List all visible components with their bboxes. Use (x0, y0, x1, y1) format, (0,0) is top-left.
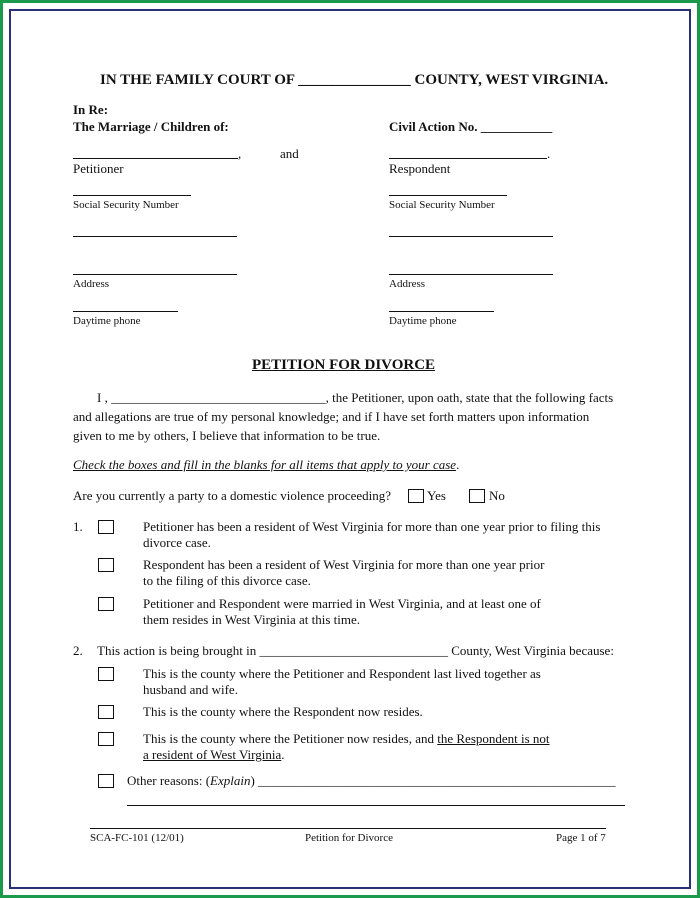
comma-mark: , (238, 146, 242, 161)
section-1-item-1-line-2: divorce case. (143, 535, 211, 550)
married-in-wv-checkbox[interactable] (98, 597, 114, 611)
section-1-item-1-line-1: Petitioner has been a resident of West Virginia for more than one year prior to filing this (143, 519, 601, 534)
petitioner-ssn-line[interactable] (73, 195, 191, 196)
section-2-item-3-line-1 (143, 731, 550, 747)
petitioner-address-line-2[interactable] (73, 274, 237, 275)
section-1-item-3-line-2: them resides in West Virginia at this time. (143, 612, 360, 627)
petitioner-label: Petitioner (73, 161, 124, 176)
other-reasons-label: Other reasons: ( (127, 773, 211, 788)
respondent-phone-line[interactable] (389, 311, 494, 312)
other-reasons-explain: Explain (210, 773, 251, 788)
section-1-item-2-line-2: to the filing of this divorce case. (143, 573, 311, 588)
petitioner-ssn-label: Social Security Number (73, 199, 179, 211)
section-2-item-3-text-a: This is the county where the Petitioner now resides, and (143, 731, 438, 746)
respondent-phone-label: Daytime phone (389, 315, 457, 327)
respondent-label: Respondent (389, 161, 451, 176)
dv-question: Are you currently a party to a domestic violence proceeding? (73, 488, 392, 503)
respondent-address-line-1[interactable] (389, 236, 553, 237)
county-respondent-resides-checkbox[interactable] (98, 705, 114, 719)
section-2-item-3-text-b: the Respondent is not (437, 731, 550, 746)
section-1-item-2-line-1: Respondent has been a resident of West Virginia for more than one year prior (143, 557, 545, 572)
document-title: PETITION FOR DIVORCE (252, 357, 436, 373)
respondent-ssn-line[interactable] (389, 195, 507, 196)
and-word: and (280, 146, 299, 161)
section-2-number: 2. (73, 643, 83, 658)
intro-line-1: I , _________________________________, the Petitioner, upon oath, state that the following facts (97, 390, 614, 405)
petitioner-name-line[interactable] (73, 158, 238, 159)
section-2-item-3-text-d: . (281, 747, 285, 762)
footer-form-id: SCA-FC-101 (12/01) (90, 832, 184, 844)
petitioner-phone-label: Daytime phone (73, 315, 141, 327)
section-2-item-1-line-1: This is the county where the Petitioner and Respondent last lived together as (143, 666, 541, 681)
residency-respondent-checkbox[interactable] (98, 558, 114, 572)
court-title: IN THE FAMILY COURT OF _______________ COUNTY, WEST VIRGINIA. (100, 72, 609, 88)
respondent-ssn-label: Social Security Number (389, 199, 495, 211)
petitioner-address-line-1[interactable] (73, 236, 237, 237)
section-2-item-3-line-2 (143, 747, 285, 763)
county-petitioner-resides-checkbox[interactable] (98, 732, 114, 746)
other-reasons-line[interactable] (127, 773, 616, 789)
residency-petitioner-checkbox[interactable] (98, 520, 114, 534)
section-1-item-3-line-1: Petitioner and Respondent were married in West Virginia, and at least one of (143, 596, 541, 611)
petitioner-address-label: Address (73, 278, 110, 290)
civil-action-label[interactable]: Civil Action No. ___________ (389, 119, 553, 134)
in-re-label: In Re: (73, 102, 109, 117)
other-reasons-continuation-line[interactable] (127, 805, 625, 806)
respondent-address-label: Address (389, 278, 426, 290)
dv-yes-label: Yes (427, 488, 446, 503)
intro-line-3: given to me by others, I believe that information to be true. (73, 428, 381, 443)
section-2-item-1-line-2: husband and wife. (143, 682, 238, 697)
instruction-line (73, 457, 459, 473)
footer-doc-name: Petition for Divorce (305, 832, 393, 844)
section-2-item-2-line-1: This is the county where the Respondent now resides. (143, 704, 423, 719)
section-2-intro: This action is being brought in _____________________________ County, West Virginia because: (97, 643, 614, 658)
section-2-item-3-text-c: a resident of West Virginia (143, 747, 282, 762)
other-reasons-blank: ) _______________________________________________________ (250, 773, 616, 788)
dv-no-checkbox[interactable] (469, 489, 485, 503)
footer-page-number: Page 1 of 7 (556, 832, 606, 844)
respondent-address-line-2[interactable] (389, 274, 553, 275)
instruction-text: Check the boxes and fill in the blanks for all items that apply to your case (73, 457, 457, 472)
dv-no-label: No (489, 488, 505, 503)
petitioner-phone-line[interactable] (73, 311, 178, 312)
period-mark: . (547, 146, 551, 161)
other-reasons-checkbox[interactable] (98, 774, 114, 788)
intro-line-2: and allegations are true of my personal knowledge; and if I have set forth matters upon information (73, 409, 590, 424)
respondent-name-line[interactable] (389, 158, 547, 159)
section-1-number: 1. (73, 519, 83, 534)
dv-yes-checkbox[interactable] (408, 489, 424, 503)
marriage-children-label: The Marriage / Children of: (73, 119, 229, 134)
county-last-lived-checkbox[interactable] (98, 667, 114, 681)
instruction-period: . (456, 457, 460, 472)
footer-rule (90, 828, 606, 829)
